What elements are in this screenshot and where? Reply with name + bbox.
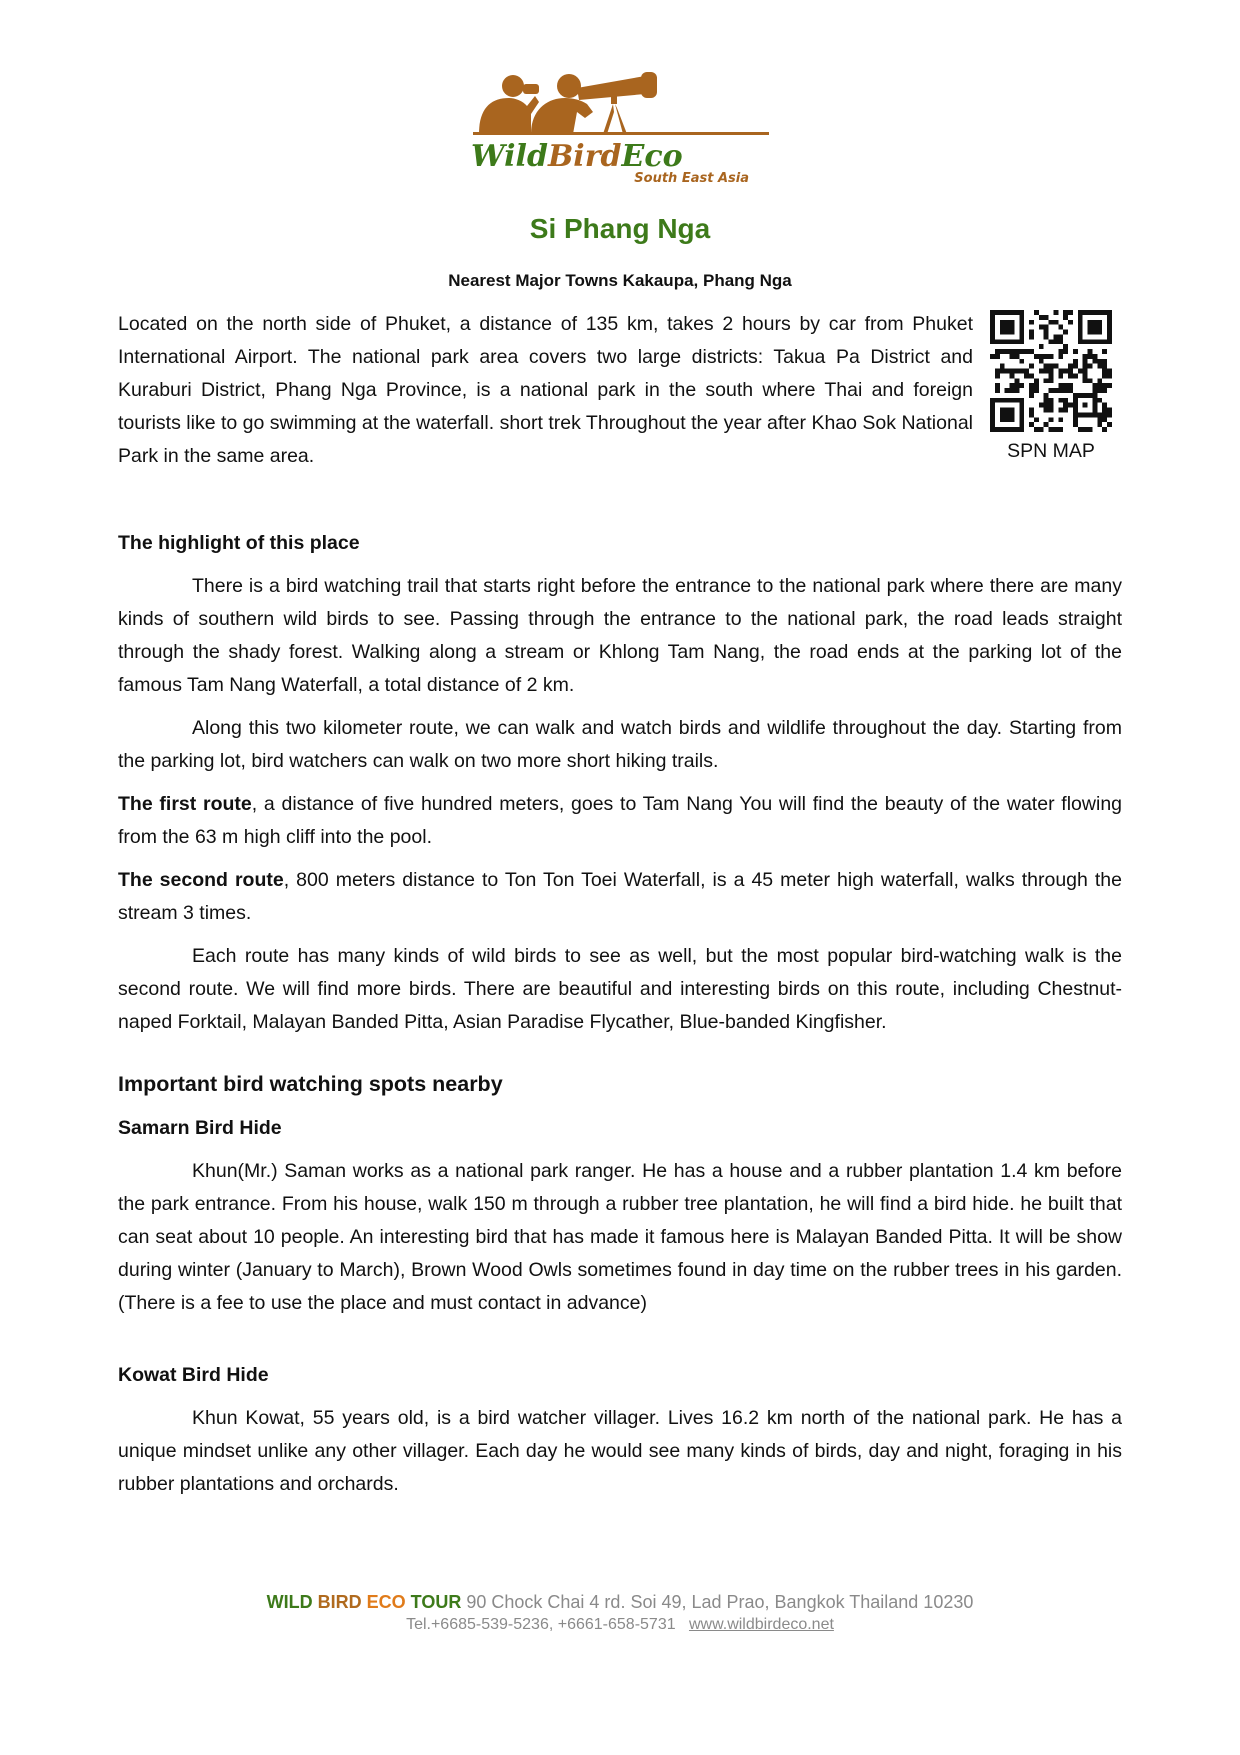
route-second-text: , 800 meters distance to Ton Ton Toei Waterfall, is a 45 meter high waterfall, walks through the stream 3 times. — [118, 869, 1122, 924]
route-first-text: , a distance of five hundred meters, goes to Tam Nang You will find the beauty of the water flowing from the 63 m high cliff into the pool. — [118, 793, 1123, 848]
footer-contact-line — [0, 1614, 1240, 1636]
page-title: Si Phang Nga — [529, 213, 711, 244]
page-subtitle: Nearest Major Towns Kakaupa, Phang Nga — [448, 271, 792, 290]
footer-brand-eco: ECO — [366, 1592, 406, 1612]
footer-address: 90 Chock Chai 4 rd. Soi 49, Lad Prao, Bangkok Thailand 10230 — [466, 1592, 974, 1612]
qr-caption: SPN MAP — [1007, 440, 1095, 462]
main-content — [118, 527, 1122, 1511]
kowat-heading: Kowat Bird Hide — [118, 1364, 269, 1386]
footer-address-line — [0, 1590, 1240, 1614]
samarn-heading: Samarn Bird Hide — [118, 1117, 282, 1139]
footer-brand-tour: TOUR — [410, 1592, 462, 1612]
highlight-heading: The highlight of this place — [118, 532, 360, 554]
qr-code-icon[interactable] — [990, 310, 1112, 432]
route-second-label: The second route — [118, 869, 284, 891]
logo-subtext: South East Asia — [634, 171, 749, 186]
highlight-paragraph: Each route has many kinds of wild birds to see as well, but the most popular bird-watching walk is the second route. We will find more birds. There are beautiful and interesting birds on this route, including Chestnut-naped Forktail, Malayan Banded Pitta, Asian Paradise Flycather, Blue-banded Kingfisher. — [118, 945, 1122, 1033]
route-first-label: The first route — [118, 793, 252, 815]
spots-heading: Important bird watching spots nearby — [118, 1072, 503, 1096]
footer-brand-wild: WILD — [266, 1592, 313, 1612]
samarn-paragraph: Khun(Mr.) Saman works as a national park ranger. He has a house and a rubber plantation 1.4 km before the park entrance. From his house, walk 150 m through a rubber tree plantation, he will find a bird hide. he built that can seat about 10 people. An interesting bird that has made it famous here is Malayan Banded Pitta. It will be show during winter (January to March), Brown Wood Owls sometimes found in day time on the rubber trees in his garden. (There is a fee to use the place and must contact in advance) — [118, 1160, 1122, 1314]
kowat-paragraph: Khun Kowat, 55 years old, is a bird watcher villager. Lives 16.2 km north of the national park. He has a unique mindset unlike any other villager. Each day he would see many kinds of birds, day and night, foraging in his rubber plantations and orchards. — [118, 1407, 1122, 1495]
highlight-paragraph: There is a bird watching trail that starts right before the entrance to the national park where there are many kinds of southern wild birds to see. Passing through the entrance to the national park, the road leads straight through the shady forest. Walking along a stream or Khlong Tam Nang, the road ends at the parking lot of the famous Tam Nang Waterfall, a total distance of 2 km. — [118, 575, 1122, 696]
logo-wordmark: WildBirdEco — [471, 139, 683, 174]
wildbirdeco-logo — [465, 68, 777, 186]
highlight-paragraph: Along this two kilometer route, we can walk and watch birds and wildlife throughout the day. Starting from the parking lot, bird watchers can walk on two more short hiking trails. — [118, 717, 1122, 772]
footer-brand-bird: BIRD — [317, 1592, 362, 1612]
birdwatcher-silhouette-icon — [473, 72, 769, 135]
footer-phone: Tel.+6685-539-5236, +6661-658-5731 — [406, 1616, 676, 1633]
route-second — [118, 864, 1122, 930]
intro-paragraph: Located on the north side of Phuket, a distance of 135 km, takes 2 hours by car from Phuket International Airport. The national park area covers two large districts: Takua Pa District and Kuraburi District, Phang Nga Province, is a national park in the south where Thai and foreign tourists like to go swimming at the waterfall. short trek Throughout the year after Khao Sok National Park in the same area. — [118, 313, 973, 467]
footer-website-link[interactable]: www.wildbirdeco.net — [688, 1616, 834, 1633]
route-first — [118, 788, 1122, 854]
footer — [0, 1590, 1240, 1636]
